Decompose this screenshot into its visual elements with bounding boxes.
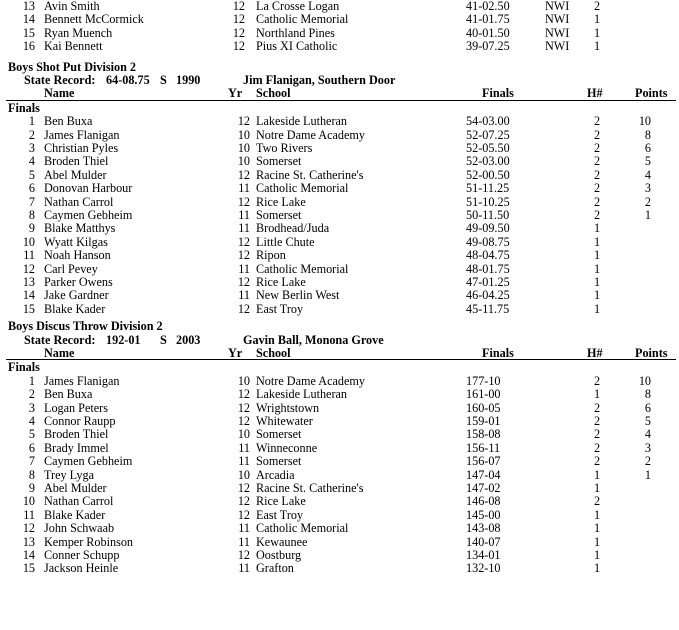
year-cell: 12 xyxy=(237,507,250,522)
header-rule xyxy=(6,359,676,360)
place-cell: 14 xyxy=(22,548,35,562)
athlete-name: Jackson Heinle xyxy=(44,561,119,576)
year-cell: 12 xyxy=(232,39,245,54)
athlete-name: Caymen Gebheim xyxy=(44,208,133,222)
result-row xyxy=(0,469,679,482)
points-cell: 3 xyxy=(644,181,651,196)
mark-cell: 49-09.50 xyxy=(466,221,510,236)
athlete-name: Trey Lyga xyxy=(44,467,94,482)
year-cell: 12 xyxy=(237,248,250,263)
year-cell: 12 xyxy=(237,301,250,316)
points-cell: 4 xyxy=(644,427,651,442)
school-name: Brodhead/Juda xyxy=(256,221,330,236)
result-row xyxy=(0,509,679,522)
result-row xyxy=(0,142,679,155)
athlete-name: James Flanigan xyxy=(44,127,120,142)
header-school: School xyxy=(256,86,291,101)
heat-cell: 1 xyxy=(594,288,601,303)
place-cell: 6 xyxy=(28,440,35,455)
heat-cell: 1 xyxy=(594,275,601,289)
athlete-name: Brady Immel xyxy=(44,440,109,455)
athlete-name: Abel Mulder xyxy=(44,167,107,182)
school-name: Ripon xyxy=(256,248,286,263)
school-name: Catholic Memorial xyxy=(256,12,349,27)
year-cell: 10 xyxy=(237,427,250,442)
athlete-name: Blake Kader xyxy=(44,301,106,316)
athlete-name: Nathan Carrol xyxy=(44,194,114,209)
athlete-name: Jake Gardner xyxy=(44,288,109,303)
place-cell: 15 xyxy=(22,561,35,576)
mark-cell: 41-01.75 xyxy=(466,12,510,27)
heat-cell: 1 xyxy=(594,521,601,536)
school-name: Racine St. Catherine's xyxy=(256,167,364,182)
year-cell: 12 xyxy=(237,387,250,402)
conference-cell: NWI xyxy=(545,25,570,40)
heat-cell: 1 xyxy=(594,221,601,236)
heat-cell: 1 xyxy=(594,507,601,522)
mark-cell: 52-07.25 xyxy=(466,127,510,142)
mark-cell: 158-08 xyxy=(466,427,501,442)
section-label xyxy=(0,102,679,115)
header-finals: Finals xyxy=(482,86,514,101)
school-name: Winneconne xyxy=(256,440,318,455)
school-name: Catholic Memorial xyxy=(256,521,349,536)
result-row xyxy=(0,222,679,235)
place-cell: 16 xyxy=(22,39,35,54)
year-cell: 12 xyxy=(237,194,250,209)
athlete-name: Avin Smith xyxy=(44,0,100,13)
place-cell: 1 xyxy=(28,114,35,129)
record-holder: Gavin Ball, Monona Grove xyxy=(243,332,384,347)
header-heat: H# xyxy=(587,86,603,101)
athlete-name: Bennett McCormick xyxy=(44,12,144,27)
record-holder: Jim Flanigan, Southern Door xyxy=(243,73,396,87)
record-mark: 192-01 xyxy=(106,332,141,347)
mark-cell: 156-07 xyxy=(466,454,501,469)
school-name: Wrightstown xyxy=(256,400,320,415)
state-record xyxy=(0,74,679,87)
header-points: Points xyxy=(635,86,668,101)
mark-cell: 145-00 xyxy=(466,507,501,522)
athlete-name: Kai Bennett xyxy=(44,39,103,54)
place-cell: 4 xyxy=(28,414,35,428)
result-row xyxy=(0,442,679,455)
mark-cell: 143-08 xyxy=(466,521,501,536)
event-title xyxy=(0,61,679,74)
heat-cell: 1 xyxy=(594,12,601,27)
mark-cell: 50-11.50 xyxy=(466,208,510,222)
place-cell: 3 xyxy=(28,400,35,415)
record-flag: S xyxy=(160,73,167,87)
year-cell: 12 xyxy=(237,275,250,289)
mark-cell: 177-10 xyxy=(466,373,501,388)
result-row xyxy=(0,549,679,562)
athlete-name: James Flanigan xyxy=(44,373,120,388)
heat-cell: 2 xyxy=(594,494,601,509)
year-cell: 12 xyxy=(232,25,245,40)
section-label-text: Finals xyxy=(8,100,40,115)
athlete-name: Noah Hanson xyxy=(44,248,111,263)
athlete-name: Ben Buxa xyxy=(44,114,93,129)
athlete-name: Caymen Gebheim xyxy=(44,454,133,469)
result-row xyxy=(0,236,679,249)
heat-cell: 2 xyxy=(594,440,601,455)
heat-cell: 1 xyxy=(594,25,601,40)
year-cell: 11 xyxy=(238,440,250,455)
school-name: East Troy xyxy=(256,301,304,316)
school-name: Notre Dame Academy xyxy=(256,373,365,388)
place-cell: 3 xyxy=(28,141,35,155)
points-cell: 10 xyxy=(638,373,651,388)
school-name: Racine St. Catherine's xyxy=(256,481,364,495)
place-cell: 8 xyxy=(28,467,35,482)
heat-cell: 2 xyxy=(594,373,601,388)
place-cell: 15 xyxy=(22,25,35,40)
heat-cell: 1 xyxy=(594,301,601,316)
section-label xyxy=(0,361,679,374)
event-title xyxy=(0,320,679,333)
column-headers xyxy=(0,347,679,360)
year-cell: 12 xyxy=(237,548,250,562)
athlete-name: Ben Buxa xyxy=(44,387,93,402)
result-row xyxy=(0,388,679,401)
year-cell: 11 xyxy=(238,454,250,469)
mark-cell: 51-11.25 xyxy=(466,181,510,196)
school-name: Kewaunee xyxy=(256,534,308,549)
mark-cell: 54-03.00 xyxy=(466,114,510,129)
mark-cell: 46-04.25 xyxy=(466,288,510,303)
mark-cell: 147-02 xyxy=(466,481,501,495)
header-yr: Yr xyxy=(228,86,243,101)
place-cell: 5 xyxy=(28,427,35,442)
year-cell: 11 xyxy=(238,261,250,276)
place-cell: 12 xyxy=(22,261,35,276)
result-row xyxy=(0,155,679,168)
place-cell: 2 xyxy=(28,127,35,142)
year-cell: 11 xyxy=(238,181,250,196)
result-row xyxy=(0,495,679,508)
mark-cell: 52-05.50 xyxy=(466,141,510,155)
year-cell: 11 xyxy=(238,561,250,576)
athlete-name: Christian Pyles xyxy=(44,141,119,155)
mark-cell: 140-07 xyxy=(466,534,501,549)
athlete-name: Donovan Harbour xyxy=(44,181,133,196)
year-cell: 12 xyxy=(237,414,250,428)
athlete-name: Broden Thiel xyxy=(44,427,109,442)
heat-cell: 2 xyxy=(594,167,601,182)
school-name: Grafton xyxy=(256,561,294,576)
result-row xyxy=(0,402,679,415)
place-cell: 8 xyxy=(28,208,35,222)
athlete-name: Parker Owens xyxy=(44,275,113,289)
result-row xyxy=(0,455,679,468)
year-cell: 12 xyxy=(232,12,245,27)
record-flag: S xyxy=(160,332,167,347)
points-cell: 1 xyxy=(644,467,651,482)
year-cell: 11 xyxy=(238,208,250,222)
place-cell: 7 xyxy=(28,194,35,209)
year-cell: 12 xyxy=(237,481,250,495)
school-name: Rice Lake xyxy=(256,275,306,289)
athlete-name: Blake Kader xyxy=(44,507,106,522)
athlete-name: Kemper Robinson xyxy=(44,534,134,549)
mark-cell: 52-00.50 xyxy=(466,167,510,182)
points-cell: 6 xyxy=(644,400,651,415)
heat-cell: 2 xyxy=(594,414,601,428)
place-cell: 14 xyxy=(22,12,35,27)
place-cell: 11 xyxy=(23,507,35,522)
conference-cell: NWI xyxy=(545,0,570,13)
result-row xyxy=(0,209,679,222)
athlete-name: Carl Pevey xyxy=(44,261,98,276)
result-row xyxy=(0,289,679,302)
state-record xyxy=(0,334,679,347)
place-cell: 13 xyxy=(22,0,35,13)
heat-cell: 2 xyxy=(594,154,601,169)
header-heat: H# xyxy=(587,346,603,360)
mark-cell: 47-01.25 xyxy=(466,275,510,289)
school-name: Two Rivers xyxy=(256,141,313,155)
mark-cell: 132-10 xyxy=(466,561,501,576)
place-cell: 7 xyxy=(28,454,35,469)
place-cell: 15 xyxy=(22,301,35,316)
school-name: Catholic Memorial xyxy=(256,181,349,196)
athlete-name: Nathan Carrol xyxy=(44,494,114,509)
mark-cell: 48-01.75 xyxy=(466,261,510,276)
points-cell: 10 xyxy=(638,114,651,129)
heat-cell: 1 xyxy=(594,467,601,482)
place-cell: 4 xyxy=(28,154,35,169)
place-cell: 6 xyxy=(28,181,35,196)
section-label-text: Finals xyxy=(8,360,40,375)
place-cell: 9 xyxy=(28,221,35,236)
result-row xyxy=(0,249,679,262)
place-cell: 12 xyxy=(22,521,35,536)
result-row xyxy=(0,196,679,209)
school-name: Lakeside Lutheran xyxy=(256,114,348,129)
points-cell: 1 xyxy=(644,208,651,222)
heat-cell: 1 xyxy=(594,39,601,54)
mark-cell: 49-08.75 xyxy=(466,234,510,249)
year-cell: 11 xyxy=(238,221,250,236)
result-row xyxy=(0,375,679,388)
school-name: Somerset xyxy=(256,208,302,222)
result-row xyxy=(0,303,679,316)
school-name: Somerset xyxy=(256,454,302,469)
result-row xyxy=(0,115,679,128)
school-name: Rice Lake xyxy=(256,194,306,209)
points-cell: 6 xyxy=(644,141,651,155)
heat-cell: 2 xyxy=(594,127,601,142)
place-cell: 13 xyxy=(22,275,35,289)
result-row xyxy=(0,0,679,13)
athlete-name: Broden Thiel xyxy=(44,154,109,169)
year-cell: 10 xyxy=(237,373,250,388)
mark-cell: 45-11.75 xyxy=(466,301,510,316)
heat-cell: 2 xyxy=(594,427,601,442)
points-cell: 5 xyxy=(644,414,651,428)
result-row xyxy=(0,27,679,40)
mark-cell: 146-08 xyxy=(466,494,501,509)
heat-cell: 1 xyxy=(594,561,601,576)
year-cell: 12 xyxy=(237,234,250,249)
conference-cell: NWI xyxy=(545,39,570,54)
result-row xyxy=(0,263,679,276)
mark-cell: 48-04.75 xyxy=(466,248,510,263)
header-name: Name xyxy=(44,86,75,101)
year-cell: 10 xyxy=(237,141,250,155)
result-row xyxy=(0,536,679,549)
year-cell: 10 xyxy=(237,467,250,482)
school-name: Whitewater xyxy=(256,414,313,428)
heat-cell: 1 xyxy=(594,481,601,495)
year-cell: 12 xyxy=(237,167,250,182)
school-name: Rice Lake xyxy=(256,494,306,509)
record-label: State Record: xyxy=(24,332,96,347)
year-cell: 12 xyxy=(237,114,250,129)
points-cell: 2 xyxy=(644,454,651,469)
result-row xyxy=(0,428,679,441)
heat-cell: 1 xyxy=(594,548,601,562)
points-cell: 2 xyxy=(644,194,651,209)
school-name: La Crosse Logan xyxy=(256,0,340,13)
year-cell: 12 xyxy=(237,494,250,509)
athlete-name: Ryan Muench xyxy=(44,25,113,40)
place-cell: 11 xyxy=(23,248,35,263)
result-row xyxy=(0,522,679,535)
points-cell: 8 xyxy=(644,387,651,402)
mark-cell: 147-04 xyxy=(466,467,501,482)
points-cell: 4 xyxy=(644,167,651,182)
heat-cell: 2 xyxy=(594,454,601,469)
heat-cell: 1 xyxy=(594,248,601,263)
school-name: Notre Dame Academy xyxy=(256,127,365,142)
mark-cell: 52-03.00 xyxy=(466,154,510,169)
header-points: Points xyxy=(635,346,668,360)
heat-cell: 2 xyxy=(594,400,601,415)
school-name: Little Chute xyxy=(256,234,315,249)
place-cell: 5 xyxy=(28,167,35,182)
mark-cell: 156-11 xyxy=(466,440,501,455)
points-cell: 5 xyxy=(644,154,651,169)
mark-cell: 159-01 xyxy=(466,414,501,428)
result-row xyxy=(0,129,679,142)
place-cell: 10 xyxy=(22,234,35,249)
result-row xyxy=(0,169,679,182)
result-row xyxy=(0,276,679,289)
header-rule xyxy=(6,100,676,101)
header-yr: Yr xyxy=(228,346,243,360)
heat-cell: 1 xyxy=(594,534,601,549)
result-row xyxy=(0,415,679,428)
mark-cell: 161-00 xyxy=(466,387,501,402)
place-cell: 10 xyxy=(22,494,35,509)
place-cell: 13 xyxy=(22,534,35,549)
school-name: Somerset xyxy=(256,154,302,169)
record-year: 1990 xyxy=(176,73,201,87)
year-cell: 10 xyxy=(237,154,250,169)
school-name: Oostburg xyxy=(256,548,302,562)
athlete-name: Connor Raupp xyxy=(44,414,116,428)
place-cell: 14 xyxy=(22,288,35,303)
mark-cell: 134-01 xyxy=(466,548,501,562)
heat-cell: 2 xyxy=(594,114,601,129)
header-finals: Finals xyxy=(482,346,514,360)
school-name: Lakeside Lutheran xyxy=(256,387,348,402)
record-year: 2003 xyxy=(176,332,201,347)
mark-cell: 51-10.25 xyxy=(466,194,510,209)
mark-cell: 40-01.50 xyxy=(466,25,510,40)
heat-cell: 1 xyxy=(594,387,601,402)
points-cell: 3 xyxy=(644,440,651,455)
column-headers xyxy=(0,87,679,100)
school-name: Arcadia xyxy=(256,467,295,482)
year-cell: 12 xyxy=(237,400,250,415)
result-row xyxy=(0,182,679,195)
result-row xyxy=(0,562,679,575)
heat-cell: 2 xyxy=(594,208,601,222)
points-cell: 8 xyxy=(644,127,651,142)
mark-cell: 160-05 xyxy=(466,400,501,415)
record-mark: 64-08.75 xyxy=(106,73,150,87)
result-row xyxy=(0,482,679,495)
school-name: Catholic Memorial xyxy=(256,261,349,276)
conference-cell: NWI xyxy=(545,12,570,27)
year-cell: 12 xyxy=(232,0,245,13)
school-name: Pius XI Catholic xyxy=(256,39,338,54)
school-name: Northland Pines xyxy=(256,25,335,40)
athlete-name: John Schwaab xyxy=(44,521,115,536)
athlete-name: Abel Mulder xyxy=(44,481,107,495)
result-row xyxy=(0,13,679,26)
heat-cell: 2 xyxy=(594,181,601,196)
heat-cell: 2 xyxy=(594,194,601,209)
result-row xyxy=(0,40,679,53)
header-name: Name xyxy=(44,346,75,360)
year-cell: 11 xyxy=(238,521,250,536)
mark-cell: 41-02.50 xyxy=(466,0,510,13)
mark-cell: 39-07.25 xyxy=(466,39,510,54)
heat-cell: 1 xyxy=(594,261,601,276)
school-name: East Troy xyxy=(256,507,304,522)
place-cell: 9 xyxy=(28,481,35,495)
athlete-name: Logan Peters xyxy=(44,400,108,415)
school-name: New Berlin West xyxy=(256,288,340,303)
athlete-name: Wyatt Kilgas xyxy=(44,234,108,249)
event-title-text: Boys Discus Throw Division 2 xyxy=(8,319,163,334)
place-cell: 2 xyxy=(28,387,35,402)
header-school: School xyxy=(256,346,291,360)
athlete-name: Blake Matthys xyxy=(44,221,116,236)
heat-cell: 2 xyxy=(594,141,601,155)
year-cell: 11 xyxy=(238,288,250,303)
athlete-name: Conner Schupp xyxy=(44,548,120,562)
heat-cell: 1 xyxy=(594,234,601,249)
place-cell: 1 xyxy=(28,373,35,388)
heat-cell: 2 xyxy=(594,0,601,13)
year-cell: 11 xyxy=(238,534,250,549)
record-label: State Record: xyxy=(24,73,96,87)
event-title-text: Boys Shot Put Division 2 xyxy=(8,59,136,74)
school-name: Somerset xyxy=(256,427,302,442)
year-cell: 10 xyxy=(237,127,250,142)
